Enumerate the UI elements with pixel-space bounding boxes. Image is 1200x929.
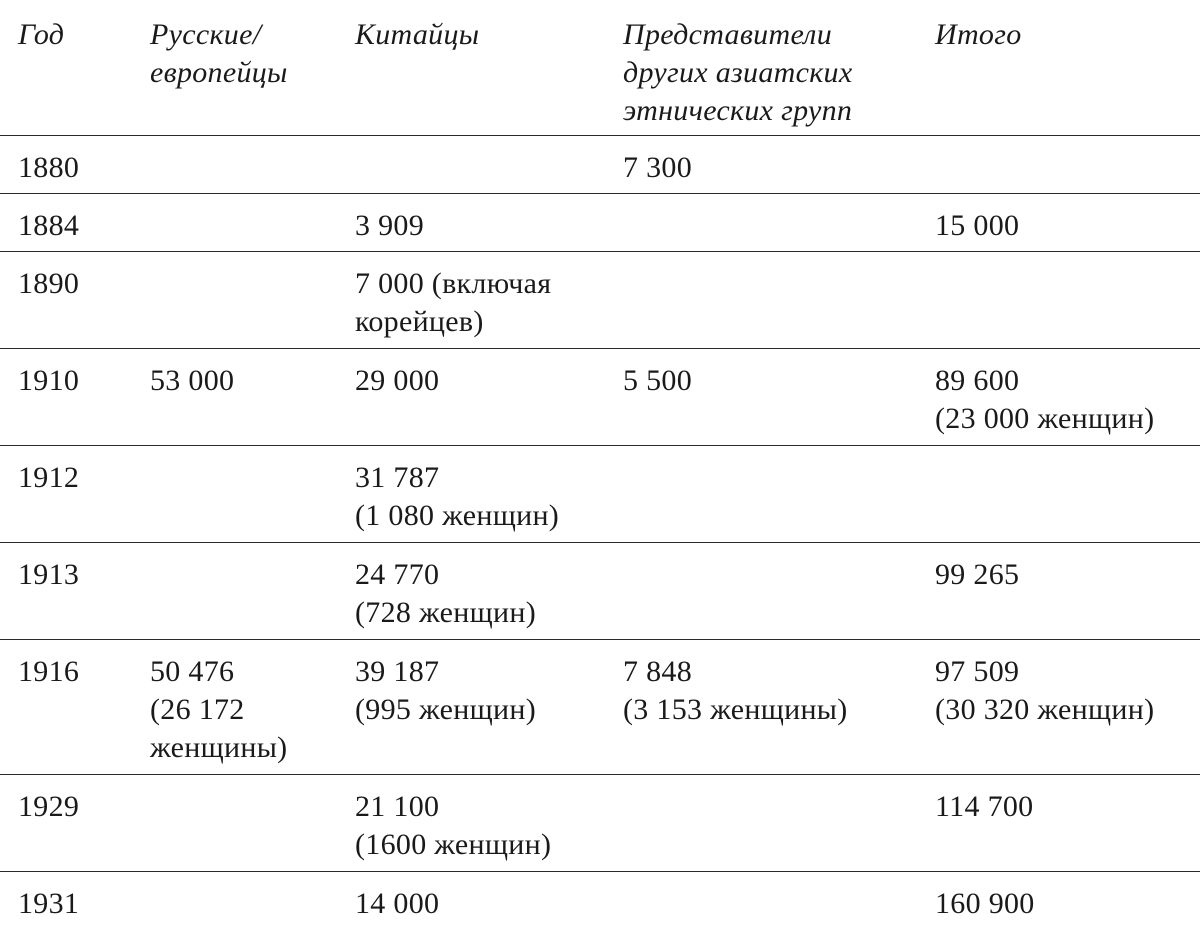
cell-other-asian xyxy=(603,136,915,194)
cell-total xyxy=(915,349,1200,446)
cell-line: 21 100 xyxy=(355,788,603,826)
cell-russians xyxy=(130,252,335,349)
cell-total xyxy=(915,252,1200,349)
table-row xyxy=(0,446,1200,543)
cell-russians xyxy=(130,136,335,194)
cell-other-asian xyxy=(603,872,915,929)
cell-line: (1600 женщин) xyxy=(355,826,603,864)
cell-line: (995 женщин) xyxy=(355,691,603,729)
cell-total xyxy=(915,446,1200,543)
cell-line: (3 153 женщины) xyxy=(623,691,915,729)
cell-russians xyxy=(130,872,335,929)
header-chinese-line: Китайцы xyxy=(355,16,603,54)
cell-chinese xyxy=(335,136,603,194)
cell-line: женщины) xyxy=(150,729,335,767)
cell-line: 29 000 xyxy=(355,362,603,400)
header-total xyxy=(915,0,1200,136)
header-year xyxy=(0,0,130,136)
cell-year: 1913 xyxy=(0,543,130,640)
cell-year: 1912 xyxy=(0,446,130,543)
table-row xyxy=(0,252,1200,349)
cell-total xyxy=(915,872,1200,929)
cell-line: корейцев) xyxy=(355,303,603,341)
cell-line: 7 300 xyxy=(623,149,915,187)
cell-line: (26 172 xyxy=(150,691,335,729)
cell-total xyxy=(915,194,1200,252)
cell-other-asian xyxy=(603,543,915,640)
cell-year: 1916 xyxy=(0,640,130,775)
header-russians-line-2: европейцы xyxy=(150,54,335,92)
cell-other-asian xyxy=(603,252,915,349)
cell-year: 1929 xyxy=(0,775,130,872)
cell-line: 39 187 xyxy=(355,653,603,691)
header-total-line: Итого xyxy=(935,16,1200,54)
cell-russians xyxy=(130,194,335,252)
header-other-asian-line-2: других азиатских xyxy=(623,54,915,92)
cell-chinese xyxy=(335,349,603,446)
cell-line: 114 700 xyxy=(935,788,1200,826)
table-row xyxy=(0,640,1200,775)
cell-line: 5 500 xyxy=(623,362,915,400)
header-other-asian-line-1: Представители xyxy=(623,16,915,54)
cell-other-asian xyxy=(603,446,915,543)
cell-chinese xyxy=(335,640,603,775)
cell-line: 24 770 xyxy=(355,556,603,594)
cell-line: 31 787 xyxy=(355,459,603,497)
cell-other-asian xyxy=(603,194,915,252)
table-row xyxy=(0,872,1200,929)
header-row xyxy=(0,0,1200,136)
cell-line: 99 265 xyxy=(935,556,1200,594)
cell-russians xyxy=(130,349,335,446)
cell-total xyxy=(915,775,1200,872)
table-row xyxy=(0,543,1200,640)
cell-year: 1884 xyxy=(0,194,130,252)
cell-other-asian xyxy=(603,775,915,872)
table-header xyxy=(0,0,1200,136)
cell-year: 1880 xyxy=(0,136,130,194)
cell-line: 53 000 xyxy=(150,362,335,400)
header-russians-europeans xyxy=(130,0,335,136)
cell-russians xyxy=(130,640,335,775)
cell-chinese xyxy=(335,446,603,543)
cell-line: 160 900 xyxy=(935,885,1200,923)
cell-line: 7 848 xyxy=(623,653,915,691)
cell-chinese xyxy=(335,543,603,640)
cell-chinese xyxy=(335,872,603,929)
cell-russians xyxy=(130,775,335,872)
table-body xyxy=(0,136,1200,929)
cell-year: 1910 xyxy=(0,349,130,446)
table-row xyxy=(0,136,1200,194)
cell-chinese xyxy=(335,775,603,872)
header-other-asian xyxy=(603,0,915,136)
cell-total xyxy=(915,543,1200,640)
cell-russians xyxy=(130,446,335,543)
cell-line: 89 600 xyxy=(935,362,1200,400)
cell-line: (1 080 женщин) xyxy=(355,497,603,535)
cell-year: 1931 xyxy=(0,872,130,929)
cell-total xyxy=(915,640,1200,775)
cell-chinese xyxy=(335,194,603,252)
cell-line: (30 320 женщин) xyxy=(935,691,1200,729)
table-row xyxy=(0,775,1200,872)
table-row xyxy=(0,349,1200,446)
cell-russians xyxy=(130,543,335,640)
table-row xyxy=(0,194,1200,252)
cell-line: 7 000 (включая xyxy=(355,265,603,303)
header-russians-line-1: Русские/ xyxy=(150,16,335,54)
cell-line: (23 000 женщин) xyxy=(935,400,1200,438)
cell-line: 14 000 xyxy=(355,885,603,923)
header-year-line: Год xyxy=(18,16,130,54)
cell-line: 50 476 xyxy=(150,653,335,691)
cell-chinese xyxy=(335,252,603,349)
cell-total xyxy=(915,136,1200,194)
cell-other-asian xyxy=(603,349,915,446)
cell-line: 15 000 xyxy=(935,207,1200,245)
cell-other-asian xyxy=(603,640,915,775)
cell-year: 1890 xyxy=(0,252,130,349)
cell-line: 97 509 xyxy=(935,653,1200,691)
cell-line: (728 женщин) xyxy=(355,594,603,632)
cell-line: 3 909 xyxy=(355,207,603,245)
header-other-asian-line-3: этнических групп xyxy=(623,92,915,130)
header-chinese xyxy=(335,0,603,136)
